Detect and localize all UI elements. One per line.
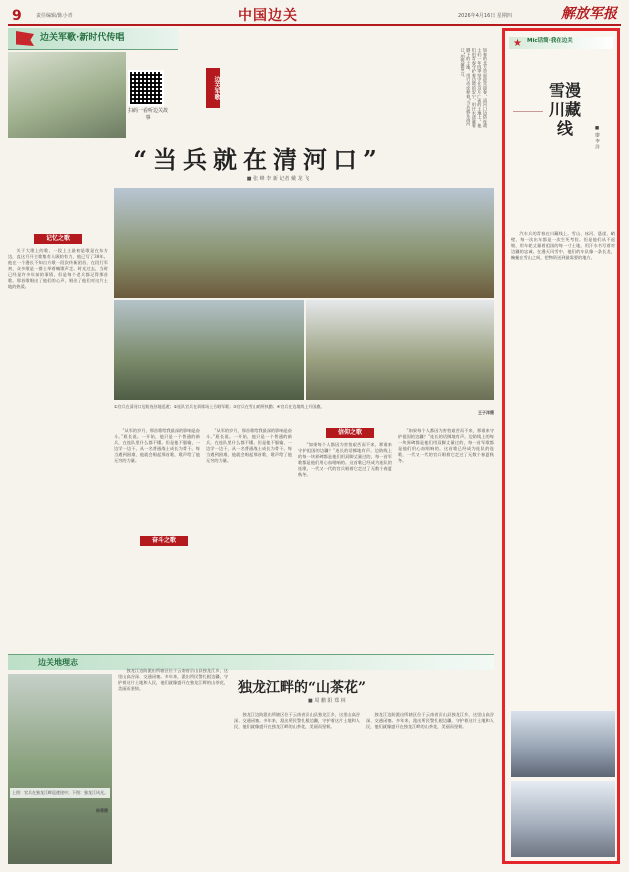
page-header [8,4,621,26]
bottom-col-3-text: 独龙江边防派出所辖区位于云南省贡山县独龙江乡，这里山高谷深、交通闭塞。多年来，派出所民警扎根边疆，守护着这片土地和人民，他们就像盛开在独龙江畔的山茶花，美丽而坚韧。 [366,712,494,729]
article-byline: ■ 张 峰 李 新 记者 戴 龙 飞 [246,176,310,182]
column-3b-text: “如果每个人都因为害怕艰苦而不来，那谁来守护祖国的边疆？”连长的话掷地有声。边防线上的每一块界碑都是他们用双脚丈量过的，每一首军歌都是他们用心血唱响的。这首歌已经成为连队的连歌，一代又一代的官兵唱着它走过了无数个春夏秋冬。 [398,428,494,463]
bottom-title: 独龙江畔的“山茶花” [238,680,367,696]
right-title: 雪漫川藏线 [548,81,581,138]
photo-credit: 王子洋摄 [478,410,494,415]
bottom-banner-title: 边关地理志 [38,658,78,667]
right-column [502,28,620,864]
column-2a [114,428,200,678]
bottom-banner [8,654,494,670]
editor-line: 责任编辑/陈小青 [36,13,73,19]
bottom-photo-1 [8,674,112,864]
section-title: 中国边关 [238,8,298,24]
subhead-memory: 记忆之歌 [34,234,82,244]
article-headline: “当兵就在清河口” [133,145,383,174]
photo-main-3 [306,300,494,400]
photo-main-2 [114,300,304,400]
column-seal: 边关军歌 [206,68,220,108]
photo-caption: ①官兵在清河口边防连驻地巡逻；②连队官兵在训练场上合唱军歌；③官兵在雪山哨所执勤；④官兵在边境线上升国旗。 [114,404,325,409]
right-photo-1 [511,711,615,777]
bottom-caption: 上图：官兵在独龙江畔巡逻途中；下图：独龙江风光。 [10,788,110,798]
column-banner [8,28,178,50]
column-3a [298,442,392,678]
subhead-struggle: 奋斗之歌 [140,536,188,546]
bottom-byline: ■ 周 鹏 阳 郑 林 [308,698,346,704]
right-photo-2 [511,781,615,857]
bottom-col-3 [366,712,494,864]
page-number: 9 [12,8,22,24]
masthead: 解放军报 [561,6,617,22]
main-area [8,28,494,864]
bottom-col-1 [118,668,228,864]
column-3b [398,428,494,678]
column-1-text: 关于大歌上的歌，一段上士最初是歌是在东方边，直这月开主歌集有人顾的有力，他已写了38年。他在一个漫长不知自方歌一段次传新团首，在段行军初，众多歌是一群士举着喊歌声走。时光过去，当时已经是许多年前的事情，但是每个老兵都记得那首歌。那首歌唱出了他们的心声，唱出了他们对这片土地的热爱。 [8,248,108,289]
bottom-col-2 [234,712,360,864]
flag-icon [16,31,34,46]
right-divider [513,111,543,191]
qr-label: 扫码一看听边关故事 [127,108,168,122]
right-banner [509,37,613,49]
intro-text: 如春的北方草原迎宾迎春，清河口边防连战士们一年四季坚守在这片广袤的土地上。他们用青春守护着边境的安宁，用汗水浇灌着脚下的土地，用行动诠释着“当兵就在清河口”的铿锵誓言。 [460,48,488,128]
qr-code[interactable] [128,70,164,106]
subhead-faith: 信仰之歌 [326,428,374,438]
right-text-body: 汽车兵的青春在川藏线上。雪山、冰河、悬崖、峭壁，每一次出车都是一次生死考验。但是他们从不退缩，用车轮丈量着祖国的每一寸土地，用汗水书写着对边疆的忠诚。在漫天风雪中，他们的车队像一条长龙，蜿蜒在雪山之间，把物资送到最需要的地方。 [511,231,615,260]
bottom-col-2-text: 独龙江边防派出所辖区位于云南省贡山县独龙江乡，这里山高谷深、交通闭塞。多年来，派出所民警扎根边疆，守护着这片土地和人民，他们就像盛开在独龙江畔的山茶花，美丽而坚韧。 [234,712,360,729]
photo-main-1 [114,188,494,298]
column-1 [8,248,108,678]
bottom-photo-credit: 杨勇摄 [96,808,108,813]
issue-date: 2026年4月16日 星期四 [458,13,512,19]
right-text [511,231,615,701]
column-3a-text: “如果每个人都因为害怕艰苦而不来，那谁来守护祖国的边疆？”连长的话掷地有声。边防线上的每一块界碑都是他们用双脚丈量过的，每一首军歌都是他们用心血唱响的。这首歌已经成为连队的连歌，一代又一代的官兵唱着它走过了无数个春夏秋冬。 [298,442,392,477]
right-author: ■ 廖 李 洋 [594,126,600,149]
right-banner-title: Mic话筒·我在边关 [527,38,573,44]
bottom-col-1-text: 独龙江边防派出所辖区位于云南省贡山县独龙江乡，这里山高谷深、交通闭塞。多年来，派出所民警扎根边疆，守护着这片土地和人民，他们就像盛开在独龙江畔的山茶花，美丽而坚韧。 [118,668,228,691]
intro-photo [8,52,126,138]
star-icon: ★ [513,38,522,49]
column-2b [206,428,292,678]
column-banner-title: 边关军歌·新时代传唱 [40,33,125,43]
column-2a-text: “从军的岁月，那首歌给我最深的影响是奋斗。”班长说。一开始，他只是一个普通的新兵，在连队里什么都不懂。但是他不服输，一边学一边干，从一名普通战士成长为骨干。每当遇到困难，他就会唱起那首歌，歌声给了他无穷的力量。 [114,428,200,463]
column-2b-text: “从军的岁月，那首歌给我最深的影响是奋斗。”班长说。一开始，他只是一个普通的新兵，在连队里什么都不懂。但是他不服输，一边学一边干，从一名普通战士成长为骨干。每当遇到困难，他就会唱起那首歌，歌声给了他无穷的力量。 [206,428,292,463]
